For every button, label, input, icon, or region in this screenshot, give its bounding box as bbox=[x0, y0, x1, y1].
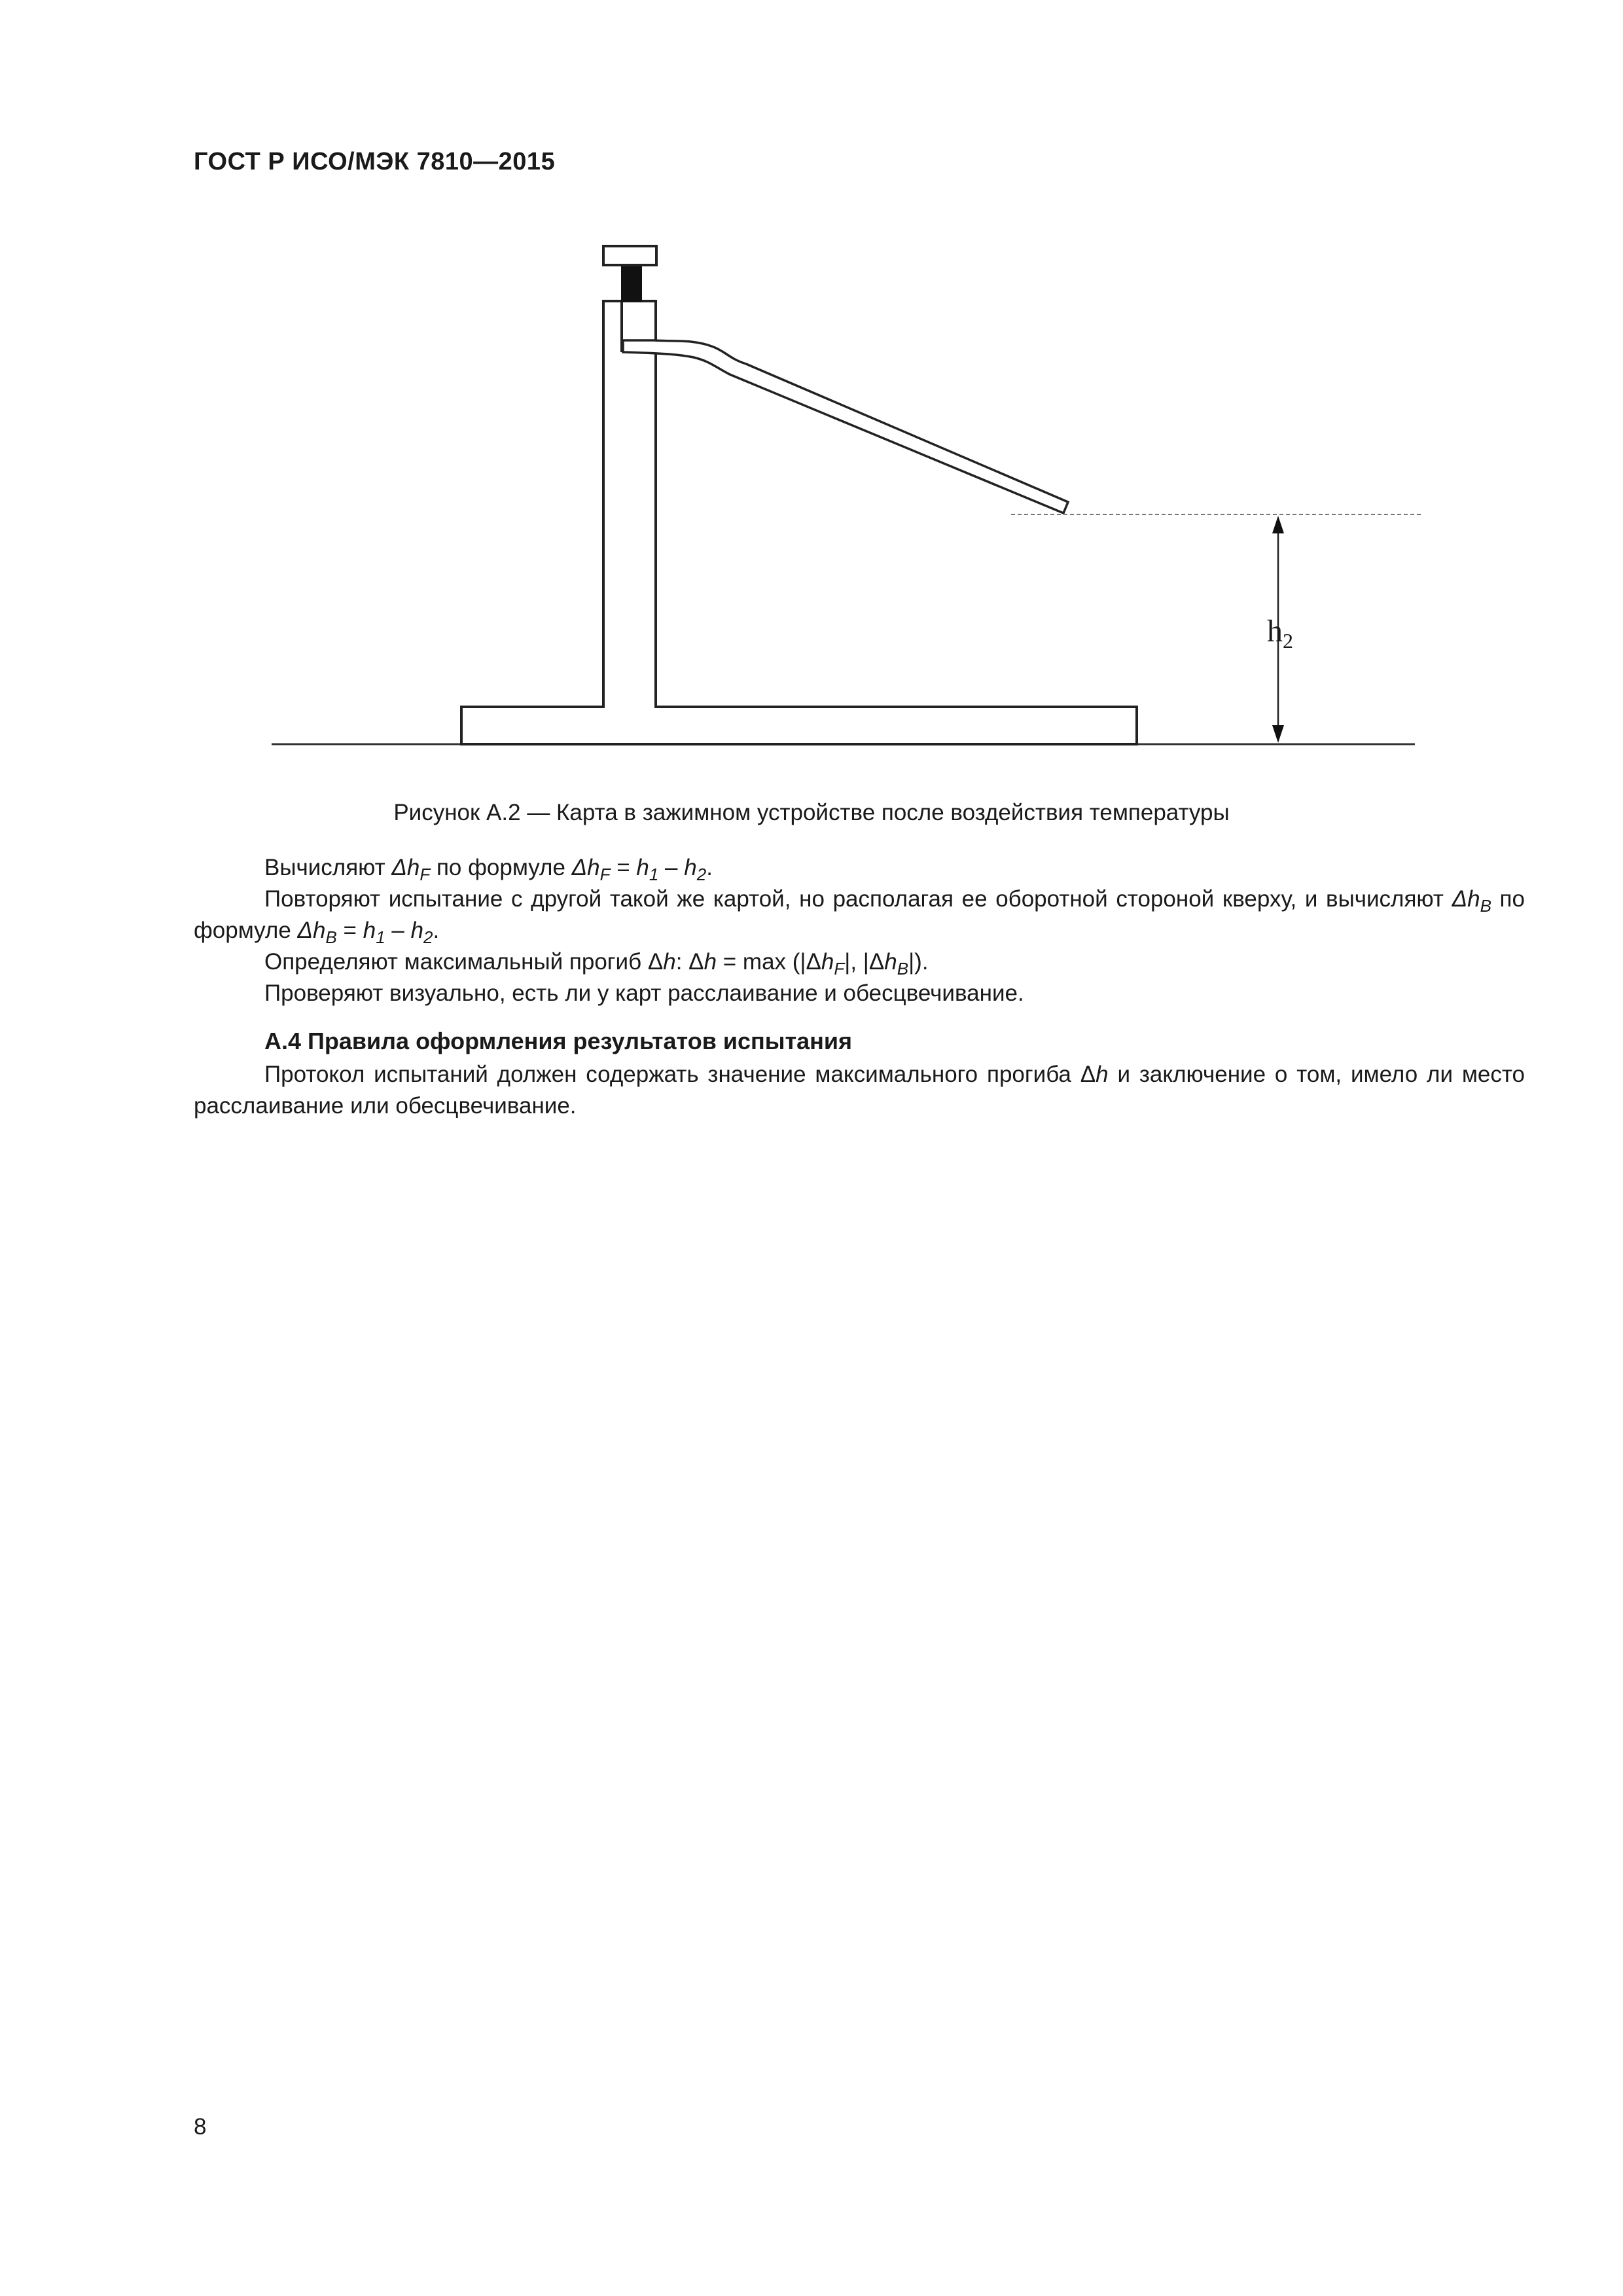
stand-column bbox=[603, 301, 656, 708]
paragraph-repeat-test: Повторяют испытание с другой такой же картой, но располагая ее оборотной стороной кверху, и вычисляют $\Delta h_B$ по формуле $\Delta h_B = h_1 - h_2$. bbox=[194, 886, 1525, 947]
figure-caption: Рисунок А.2 — Карта в зажимном устройстве после воздействия температуры bbox=[393, 800, 1230, 825]
bent-card bbox=[623, 340, 1068, 513]
clamp-figure bbox=[0, 0, 1623, 785]
dimension-arrow-down bbox=[1272, 725, 1284, 743]
dimension-arrow-up bbox=[1272, 516, 1284, 533]
section-heading: А.4 Правила оформления результатов испытания bbox=[264, 1028, 853, 1054]
paragraph-test-report: Протокол испытаний должен содержать значение максимального прогиба Δh и заключение о том, имело ли место расслаивание или обесцвечивание. bbox=[194, 1062, 1525, 1119]
stand-base bbox=[461, 707, 1137, 744]
results-text bbox=[194, 1059, 1525, 1122]
dimension-label-subscript: 2 bbox=[1283, 629, 1293, 653]
paragraph-visual-check: Проверяют визуально, есть ли у карт расслаивание и обесцвечивание. bbox=[264, 980, 1024, 1006]
document-header: ГОСТ Р ИСО/МЭК 7810—2015 bbox=[194, 148, 556, 175]
dimension-label: $h_2$ bbox=[1267, 614, 1293, 653]
clamp-screw bbox=[622, 260, 641, 301]
body-text bbox=[194, 852, 1525, 1009]
page-number: 8 bbox=[194, 2114, 207, 2140]
paragraph-compute-dhf: Вычисляют $\Delta h_F$ по формуле $\Delta h_F = h_1 - h_2$. bbox=[264, 855, 713, 884]
clamp-screw-head bbox=[603, 246, 656, 265]
paragraph-max-deflection: Определяют максимальный прогиб Δh: $\Delta h = \max (|\Delta h_F|$, $|\Delta h_B|$). bbox=[264, 949, 929, 978]
